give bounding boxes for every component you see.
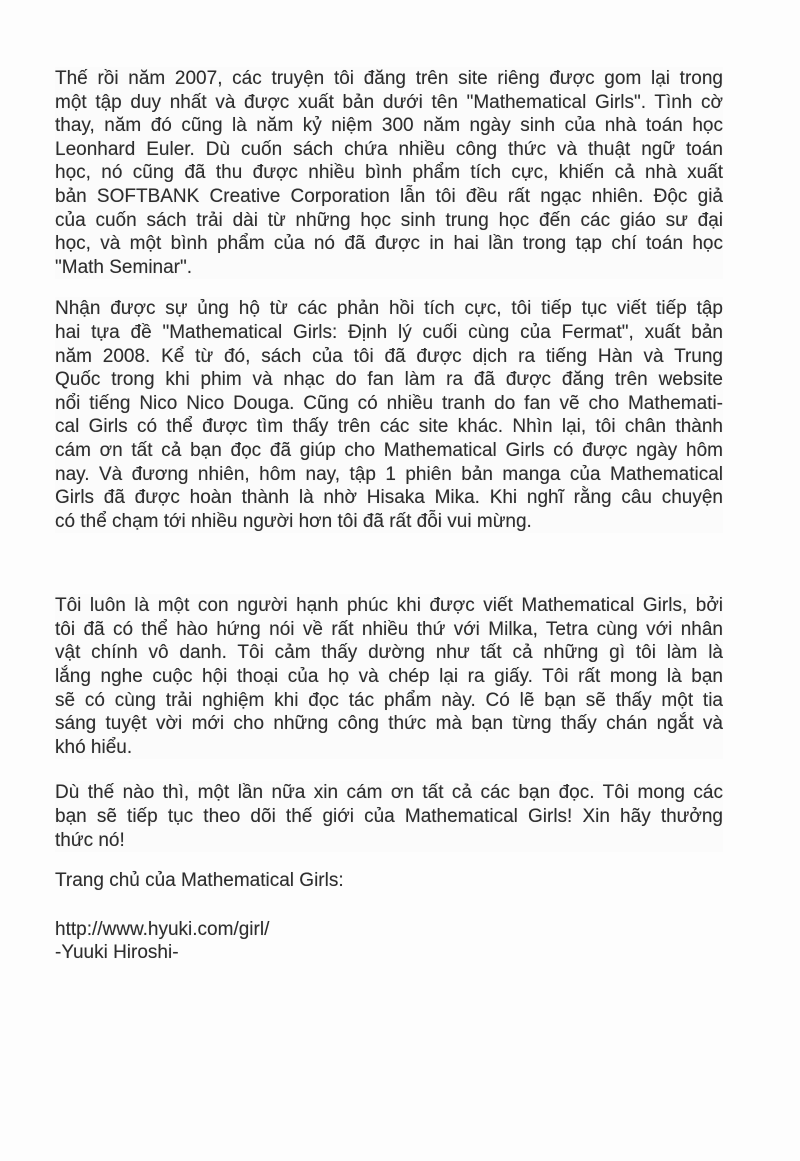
text-line: Dù thế nào thì, một lần nữa xin cám ơn tất cả các bạn đọc. Tôi mong các [55,782,723,804]
homepage-url: http://www.hyuki.com/girl/ [55,918,270,940]
text-line: sẽ có cùng trải nghiệm khi đọc tác phẩm này. Có lẽ bạn sẽ thấy một tia [55,689,723,711]
text-line: của cuốn sách trải dài từ những học sinh trung học đến các giáo sư đại [55,209,723,231]
text-line: vật chính vô danh. Tôi cảm thấy dường như tất cả những gì tôi làm là [55,642,723,664]
text-line: tôi đã có thể hào hứng nói về rất nhiều thứ với Milka, Tetra cùng với nhân [55,618,723,640]
text-line: Tôi luôn là một con người hạnh phúc khi được viết Mathematical Girls, bởi [55,595,723,617]
afterword-text-block [55,67,723,965]
text-line: học, nó cũng đã thu được nhiều bình phẩm tích cực, khiến cả nhà xuất [55,162,723,184]
text-line: khó hiểu. [55,736,133,758]
text-line: thức nó! [55,829,125,851]
text-line: Quốc trong khi phim và nhạc do fan làm ra đã được đăng trên website [55,369,723,391]
paragraphs-container [55,67,723,852]
text-line: Leonhard Euler. Dù cuốn sách chứa nhiều công thức và thuật ngữ toán [55,138,723,160]
text-line: thay, năm đó cũng là năm kỷ niệm 300 năm ngày sinh của nhà toán học [55,115,723,137]
text-line: học, và một bình phẩm của nó đã được in hai lần trong tạp chí toán học [55,233,723,255]
homepage-label: Trang chủ của Mathematical Girls: [55,870,344,892]
text-line: Nhận được sự ủng hộ từ các phản hồi tích cực, tôi tiếp tục viết tiếp tập [55,298,723,320]
text-line: "Math Seminar". [55,256,193,278]
text-line: cal Girls có thể được tìm thấy trên các site khác. Nhìn lại, tôi chân thành [55,416,723,438]
paragraph [55,781,723,852]
paragraph [55,594,723,759]
text-line: bạn sẽ tiếp tục theo dõi thế giới của Mathematical Girls! Xin hãy thưởng [55,806,723,828]
text-line: có thể chạm tới nhiều người hơn tôi đã rất đỗi vui mừng. [55,510,532,532]
text-line: Thế rồi năm 2007, các truyện tôi đăng trên site riêng được gom lại trong [55,68,723,89]
paragraph [55,67,723,279]
text-line: năm 2008. Kể từ đó, sách của tôi đã được dịch ra tiếng Hàn và Trung [55,345,723,367]
text-line: một tập duy nhất và được xuất bản dưới tên "Mathematical Girls". Tình cờ [55,91,723,113]
text-line: bản SOFTBANK Creative Corporation lẫn tôi đều rất ngạc nhiên. Độc giả [55,185,723,207]
text-line: nay. Và đương nhiên, hôm nay, tập 1 phiên bản manga của Mathematical [55,463,723,485]
text-line: lắng nghe cuộc hội thoại của họ và chép lại ra giấy. Tôi rất mong là bạn [55,666,723,688]
text-line: sáng tuyệt vời mới cho những công thức mà bạn từng thấy chán ngắt và [55,713,723,735]
text-line: nổi tiếng Nico Nico Douga. Cũng có nhiều tranh do fan vẽ cho Mathemati- [55,392,723,414]
text-line: Girls đã được hoàn thành là nhờ Hisaka Mika. Khi nghĩ rằng câu chuyện [55,487,723,509]
author-signature: -Yuuki Hiroshi- [55,942,179,964]
paragraph [55,297,723,533]
text-line: cám ơn tất cả bạn đọc đã giúp cho Mathematical Girls có được ngày hôm [55,439,723,461]
text-line: hai tựa đề "Mathematical Girls: Định lý cuối cùng của Fermat", xuất bản [55,321,723,343]
